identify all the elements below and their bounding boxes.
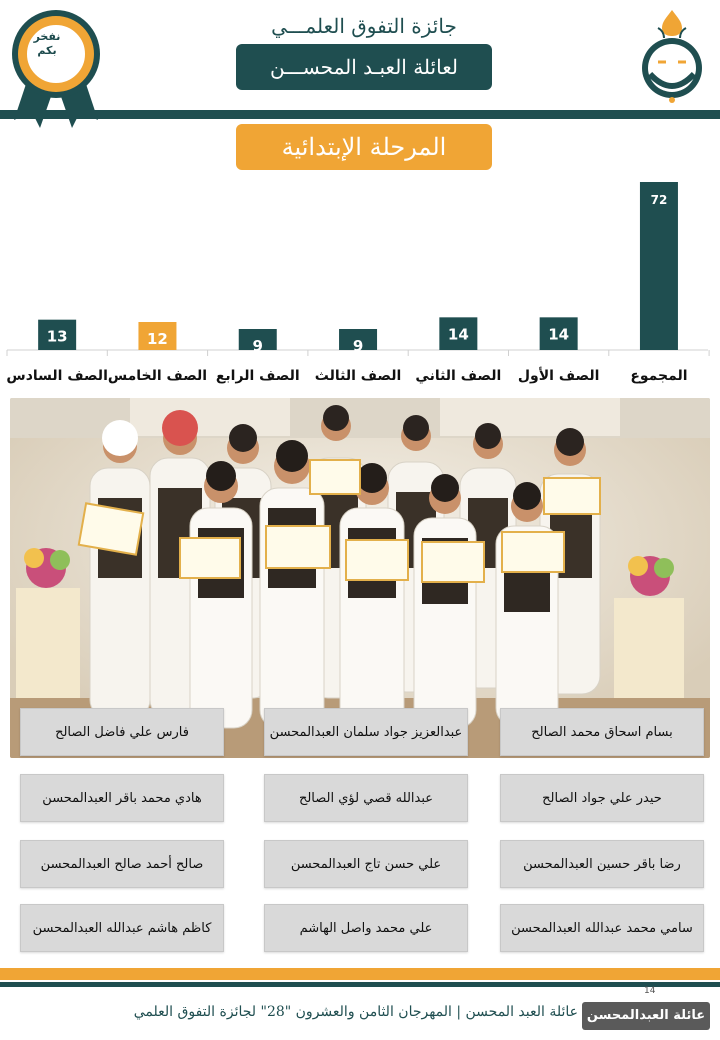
name-card: عبدالله قصي لؤي الصالح [264,774,468,822]
category-label: الصف الخامس [107,368,208,384]
name-card: فارس علي فاضل الصالح [20,708,224,756]
footer-teal-band [0,982,720,987]
bar-value-label: 14 [548,325,570,344]
students-bar-chart [0,172,720,392]
name-card: صالح أحمد صالح العبدالمحسن [20,840,224,888]
stage-label: المرحلة الإبتدائية [236,124,492,170]
bar-value-label: 14 [447,325,469,344]
bar-value-label: 72 [650,193,668,207]
footer-caption: عائلة العبد المحسن | المهرجان الثامن والعشرون "28" لجائزة التفوق العلمي [133,1004,578,1020]
category-label: الصف الرابع [215,368,300,384]
header-divider [0,110,720,119]
category-label: الصف الثالث [314,368,402,384]
group-photo [10,398,710,758]
name-card: بسام اسحاق محمد الصالح [500,708,704,756]
family-title: لعائلة العبـد المحســـن [236,44,492,90]
bar-value-label: 9 [352,337,364,355]
footer-orange-band [0,968,720,980]
name-card: كاظم هاشم عبدالله العبدالمحسن [20,904,224,952]
family-logo [636,8,708,104]
category-label: الصف السادس [6,368,108,384]
category-label: الصف الثاني [415,368,502,384]
award-title: جائزة التفوق العلمـــي [271,14,457,38]
badge-text: نفخر بكم [33,30,61,57]
name-card: هادي محمد باقر العبدالمحسن [20,774,224,822]
name-card: علي محمد واصل الهاشم [264,904,468,952]
category-label: الصف الأول [517,368,600,384]
chart-bar [640,182,678,350]
bar-value-label: 9 [252,337,263,355]
bar-value-label: 12 [147,330,168,348]
name-card: سامي محمد عبدالله العبدالمحسن [500,904,704,952]
bar-value-label: 13 [46,327,68,346]
category-label: المجموع [630,368,688,384]
name-card: حيدر علي جواد الصالح [500,774,704,822]
page-number: 14 [644,986,656,996]
name-card: عبدالعزيز جواد سلمان العبدالمحسن [264,708,468,756]
name-card: رضا باقر حسين العبدالمحسن [500,840,704,888]
footer-brand-label: عائلة العبدالمحسن [582,1002,710,1030]
name-card: علي حسن تاج العبدالمحسن [264,840,468,888]
